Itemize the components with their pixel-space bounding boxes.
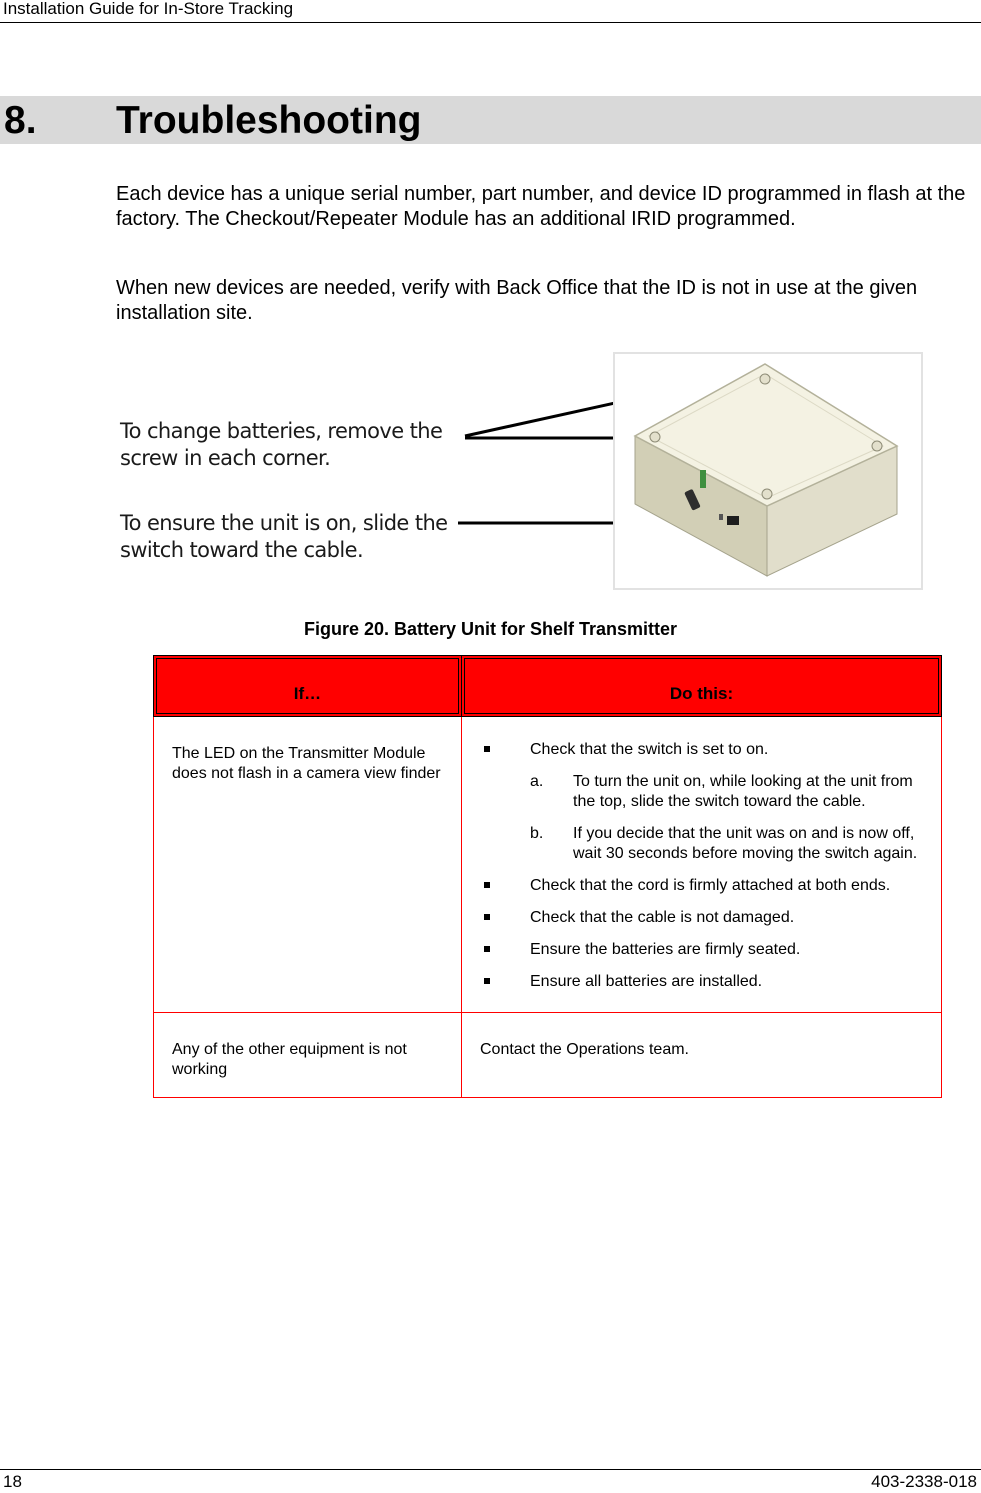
condition-led-cell: The LED on the Transmitter Module does not flash in a camera view finder — [154, 717, 462, 1013]
section-number: 8. — [4, 99, 37, 142]
sub-marker-a: a. — [530, 773, 544, 790]
figure-caption: Figure 20. Battery Unit for Shelf Transmitter — [303, 619, 678, 639]
switch-callout-line2: switch toward the cable. — [120, 538, 364, 562]
sub-step-turn-on: To turn the unit on, while looking at the unit from the top, slide the switch toward the cable. — [573, 773, 913, 810]
running-footer — [0, 1469, 981, 1492]
troubleshooting-table — [153, 655, 942, 1098]
document-title: Installation Guide for In-Store Tracking — [3, 0, 294, 18]
battery-unit-figure — [116, 352, 926, 594]
table-row — [154, 717, 942, 1013]
list-item — [480, 772, 931, 812]
switch-callout-line1: To ensure the unit is on, slide the — [120, 511, 448, 535]
intro-paragraph: Each device has a unique serial number, part number, and device ID programmed in flash at the factory. The Checkout/Repeater Module has an additional IRID programmed. — [116, 183, 966, 230]
list-item — [480, 876, 931, 896]
sub-marker-b: b. — [530, 825, 544, 842]
section-title: Troubleshooting — [116, 99, 422, 142]
table-row — [154, 1013, 942, 1098]
sub-step-wait: If you decide that the unit was on and is now off, wait 30 seconds before moving the switch again. — [573, 825, 918, 862]
list-item — [480, 940, 931, 960]
square-bullet-icon — [484, 946, 490, 952]
table-header-row — [154, 656, 942, 717]
header-if — [154, 656, 462, 717]
bullet-cable-damage: Check that the cable is not damaged. — [530, 909, 795, 926]
list-item — [480, 824, 931, 864]
action-led-cell — [462, 717, 942, 1013]
square-bullet-icon — [484, 914, 490, 920]
square-bullet-icon — [484, 882, 490, 888]
bullet-switch-on: Check that the switch is set to on. — [530, 741, 769, 758]
bullet-cord-attached: Check that the cord is firmly attached at both ends. — [530, 877, 891, 894]
running-header — [0, 0, 981, 23]
bullet-batteries-installed: Ensure all batteries are installed. — [530, 973, 763, 990]
header-do-this — [462, 656, 942, 717]
battery-callout-line2: screw in each corner. — [120, 446, 331, 470]
condition-other-cell: Any of the other equipment is not working — [154, 1013, 462, 1098]
battery-unit-photo — [613, 352, 923, 590]
action-contact-cell: Contact the Operations team. — [462, 1013, 942, 1098]
header-do-this-label: Do this: — [669, 684, 734, 703]
battery-unit-illustration — [615, 354, 921, 588]
page-number: 18 — [3, 1472, 22, 1491]
bullet-batteries-seated: Ensure the batteries are firmly seated. — [530, 941, 801, 958]
list-item — [480, 740, 931, 760]
square-bullet-icon — [484, 978, 490, 984]
verify-id-paragraph: When new devices are needed, verify with Back Office that the ID is not in use at the given installation site. — [116, 277, 918, 324]
document-number: 403-2338-018 — [871, 1472, 977, 1491]
battery-callout-line1: To change batteries, remove the — [120, 419, 443, 443]
header-if-label: If… — [293, 684, 322, 703]
square-bullet-icon — [484, 746, 490, 752]
list-item — [480, 972, 931, 992]
list-item — [480, 908, 931, 928]
